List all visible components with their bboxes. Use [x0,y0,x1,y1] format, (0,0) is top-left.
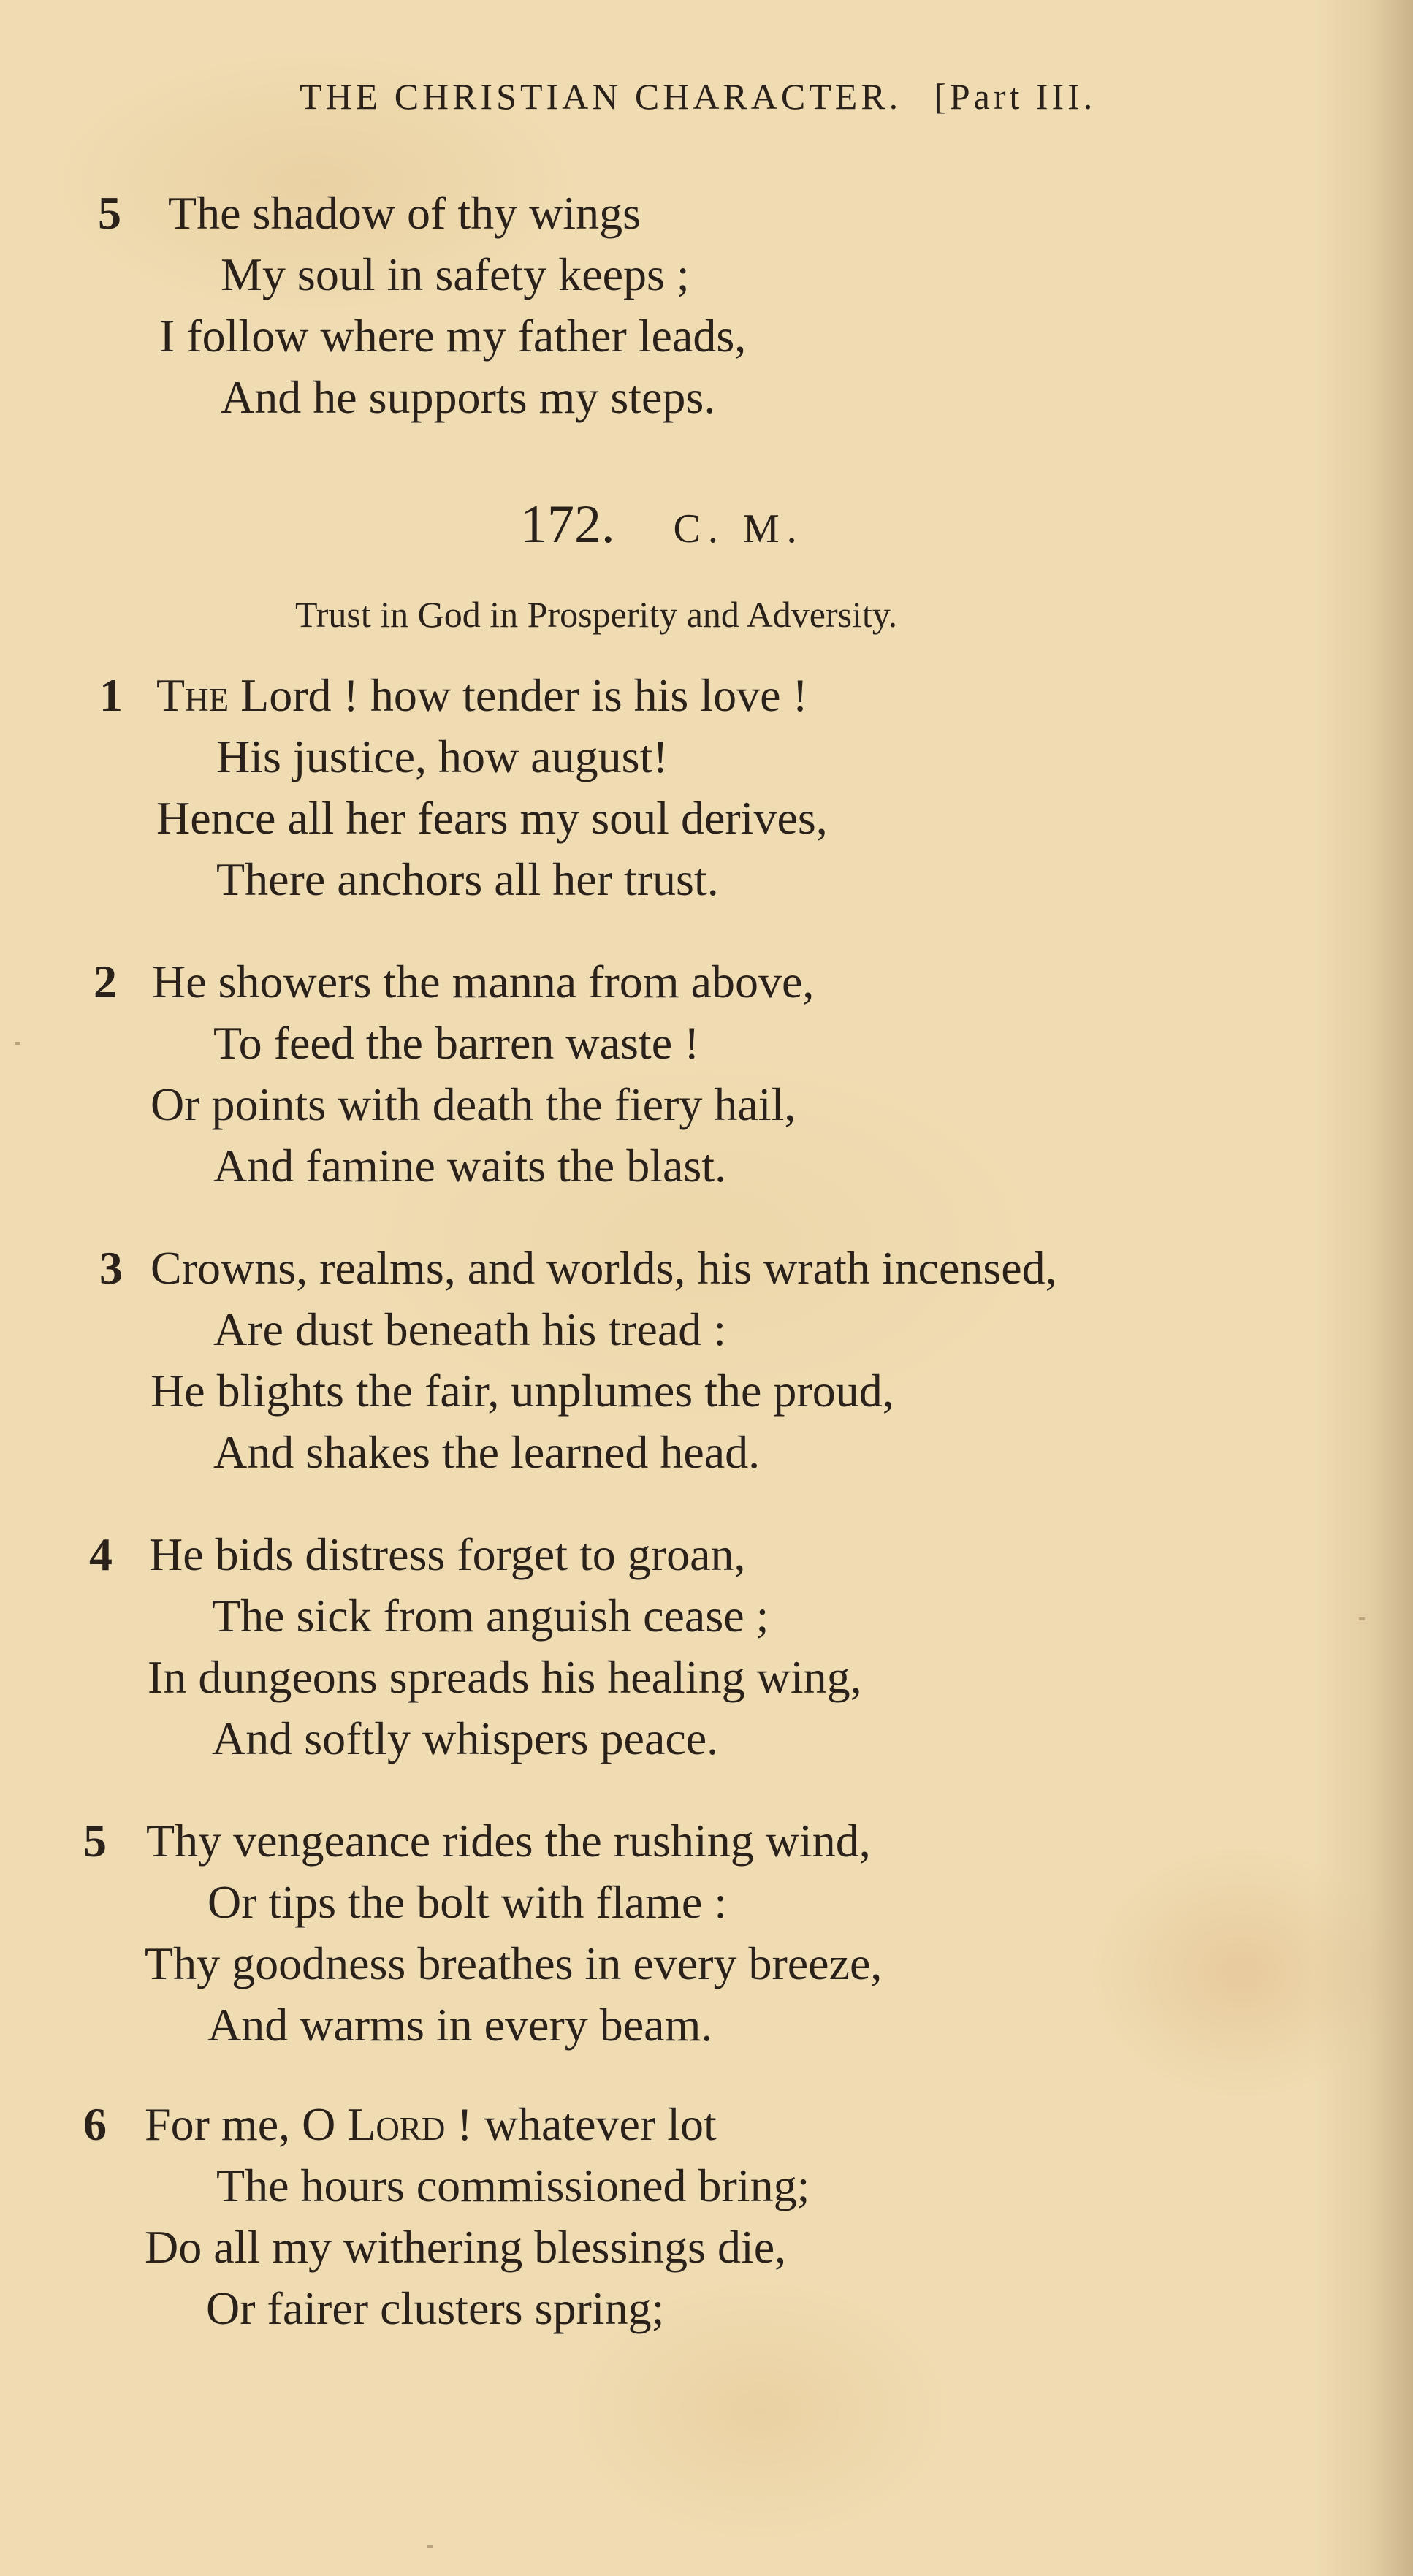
verse-line: He bids distress forget to groan, [149,1528,746,1580]
paper-speck [1359,1617,1365,1620]
paper-speck [427,2545,433,2548]
first-word: The [156,669,229,721]
verse-line: In dungeons spreads his healing wing, [148,1651,862,1703]
verse-line: Or fairer clusters spring; [206,2282,665,2334]
stanza-number: 6 [83,2098,107,2150]
verse-line: He blights the fair, unplumes the proud, [151,1365,894,1417]
header-part: [Part III. [934,76,1097,117]
hymn-heading [520,495,804,554]
verse-line: And famine waits the blast. [213,1140,727,1192]
stanza-number: 5 [98,187,121,239]
verse-line: And softly whispers peace. [212,1712,719,1764]
verse-line: Or tips the bolt with flame : [207,1876,727,1928]
stanza-number: 3 [99,1242,123,1294]
verse-line: Or points with death the fiery hail, [151,1078,796,1130]
verse-line: The shadow of thy wings [168,187,641,239]
verse-line: The hours commissioned bring; [216,2160,810,2211]
verse-line: Are dust beneath his tread : [213,1303,726,1355]
verse-line: Crowns, realms, and worlds, his wrath incensed, [151,1242,1057,1294]
running-header [300,67,1096,126]
verse-line: He showers the manna from above, [152,956,815,1007]
verse-line: His justice, how august! [216,731,669,782]
verse-line: Hence all her fears my soul derives, [156,792,828,844]
verse-line: I follow where my father leads, [159,310,747,362]
verse-line: And he supports my steps. [221,371,716,423]
verse-line-start: For me, O [145,2098,348,2150]
hymn-title: Trust in God in Prosperity and Adversity. [295,594,898,635]
verse-line [156,666,808,725]
verse-line: Thy vengeance rides the rushing wind, [146,1815,871,1867]
paper-speck [15,1042,20,1045]
verse-line [145,2095,717,2154]
verse-line: To feed the barren waste ! [213,1017,700,1069]
stanza-number: 2 [94,956,117,1007]
verse-line: There anchors all her trust. [216,853,719,905]
verse-line: My soul in safety keeps ; [221,248,690,300]
header-title: THE CHRISTIAN CHARACTER. [300,76,902,117]
verse-line: And warms in every beam. [207,1999,713,2051]
verse-line: The sick from anguish cease ; [212,1590,769,1642]
stanza-number: 5 [83,1815,107,1867]
stanza-number: 1 [99,669,123,721]
verse-line: Do all my withering blessings die, [145,2221,787,2273]
verse-line-end: ! whatever lot [445,2098,717,2150]
verse-line: And shakes the learned head. [213,1426,761,1478]
verse-line-rest: Lord ! how tender is his love ! [229,669,808,721]
hymn-number: 172. [520,495,615,555]
hymn-meter: C. M. [673,506,804,552]
stanza-number: 4 [89,1528,113,1580]
verse-line: Thy goodness breathes in every breeze, [145,1937,883,1989]
lord-small-caps: Lord [347,2098,446,2150]
